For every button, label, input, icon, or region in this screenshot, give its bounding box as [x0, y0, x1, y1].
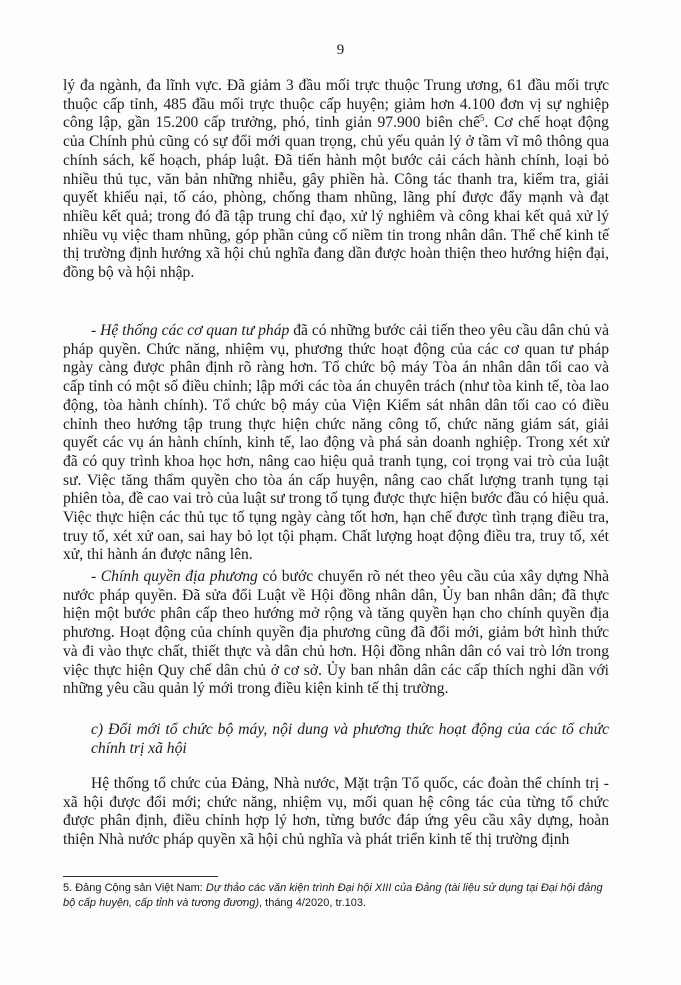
paragraph-local-government: [63, 568, 609, 699]
paragraph-text-continued: . Cơ chế hoạt động của Chính phủ cũng có sự đổi mới quan trọng, chủ yếu quản lý ở tầm vĩ mô thông qua chính sách, kế hoạch, pháp luật. Đã tiến hành một bước cải cách hành chính, loại bỏ nhiều thủ tục, văn bản những nhiễu, gây phiền hà. Công tác thanh tra, kiểm tra, giải quyết khiếu nại, tố cáo, phòng, chống tham nhũng, lãng phí được đẩy mạnh và đạt nhiều kết quả; trong đó đã tập trung chỉ đạo, xử lý nghiêm và công khai kết quả xử lý nhiều vụ việc tham nhũng, góp phần củng cố niềm tin trong nhân dân. Thể chế kinh tế thị trường định hướng xã hội chủ nghĩa đang dần được hoàn thiện theo hướng hiện đại, đồng bộ và hội nhập.: [63, 114, 609, 282]
paragraph-text: đã có những bước cải tiến theo yêu cầu dân chủ và pháp quyền. Chức năng, nhiệm vụ, phương thức hoạt động của các cơ quan tư pháp ngày càng được phân định rõ ràng hơn. Tổ chức bộ máy Tòa án nhân dân tối cao và cấp tỉnh có một số điều chỉnh; lập mới các tòa án chuyên trách (như tòa kinh tế, tòa lao động, tòa hành chính). Tổ chức bộ máy của Viện Kiểm sát nhân dân tối cao có điều chỉnh theo hướng tập trung thực hiện chức năng công tố, chức năng giám sát, giải quyết các vụ án hành chính, kinh tế, lao động và phá sản doanh nghiệp. Trong xét xử đã có quy trình khoa học hơn, nâng cao hiệu quả tranh tụng, coi trọng vai trò của luật sư. Việc tăng thẩm quyền cho tòa án cấp huyện, nâng cao chất lượng tranh tụng tại phiên tòa, đề cao vai trò của luật sư trong tố tụng được thực hiện bước đầu có hiệu quả. Việc thực hiện các thủ tục tố tụng ngày càng tốt hơn, hạn chế được tình trạng điều tra, truy tố, xét xử oan, sai hay bỏ lọt tội phạm. Chất lượng hoạt động điều tra, truy tố, xét xử, thi hành án được nâng lên.: [63, 322, 609, 564]
page-number: 9: [336, 42, 345, 58]
footnote-suffix: , tháng 4/2020, tr.103.: [259, 896, 367, 909]
paragraph-text: có bước chuyển rõ nét theo yêu cầu của xây dựng Nhà nước pháp quyền. Đã sửa đổi Luật về Hội đồng nhân dân, Ủy ban nhân dân; đã thực hiện một bước phân cấp theo hướng mở rộng và tăng quyền hạn cho chính quyền địa phương. Hoạt động của chính quyền địa phương cũng đã đổi mới, giảm bớt hình thức và đi vào thực chất, thiết thực và dân chủ hơn. Hội đồng nhân dân có vai trò lớn trong việc thực hiện Quy chế dân chủ ở cơ sở. Ủy ban nhân dân các cấp thích nghi dần với những yêu cầu quản lý mới trong điều kiện kinh tế thị trường.: [63, 568, 609, 698]
paragraph-judicial-system: [63, 322, 609, 565]
footnote-divider: [63, 876, 218, 877]
paragraph-text: lý đa ngành, đa lĩnh vực. Đã giảm 3 đầu mối trực thuộc Trung ương, 61 đầu mối trực thuộc cấp tỉnh, 485 đầu mối trực thuộc cấp huyện; giảm hơn 4.100 đơn vị sự nghiệp công lập, gần 15.200 cấp trưởng, phó, tinh giản 97.900 biên chế: [63, 77, 609, 132]
footnote-source-title: Dự thảo các văn kiện trình Đại hội XIII của Đảng (tài liệu sử dụng tại Đại hội đảng bộ cấp huyện, cấp tỉnh và tương đương): [63, 882, 603, 909]
paragraph-administration: [63, 77, 609, 283]
footnote-reference[interactable]: 5: [480, 113, 485, 124]
paragraph-political-organizations: [63, 775, 609, 850]
subheading-text: c) Đổi mới tổ chức bộ máy, nội dung và phương thức hoạt động của các tổ chức chính trị xã hội: [91, 721, 609, 757]
paragraph-lead-italic: - Hệ thống các cơ quan tư pháp: [91, 322, 290, 339]
paragraph-text: Hệ thống tổ chức của Đảng, Nhà nước, Mặt trận Tổ quốc, các đoàn thể chính trị - xã hội được đổi mới; chức năng, nhiệm vụ, mối quan hệ công tác của từng tổ chức được phân định, điều chỉnh hợp lý hơn, từng bước đáp ứng yêu cầu xây dựng, hoàn thiện Nhà nước pháp quyền xã hội chủ nghĩa và phát triển kinh tế thị trường định: [63, 775, 609, 849]
footnote: [63, 881, 609, 910]
paragraph-lead-italic: - Chính quyền địa phương: [91, 568, 258, 585]
footnote-prefix: 5. Đảng Cộng sản Việt Nam:: [63, 882, 206, 894]
section-subheading: [63, 721, 609, 758]
